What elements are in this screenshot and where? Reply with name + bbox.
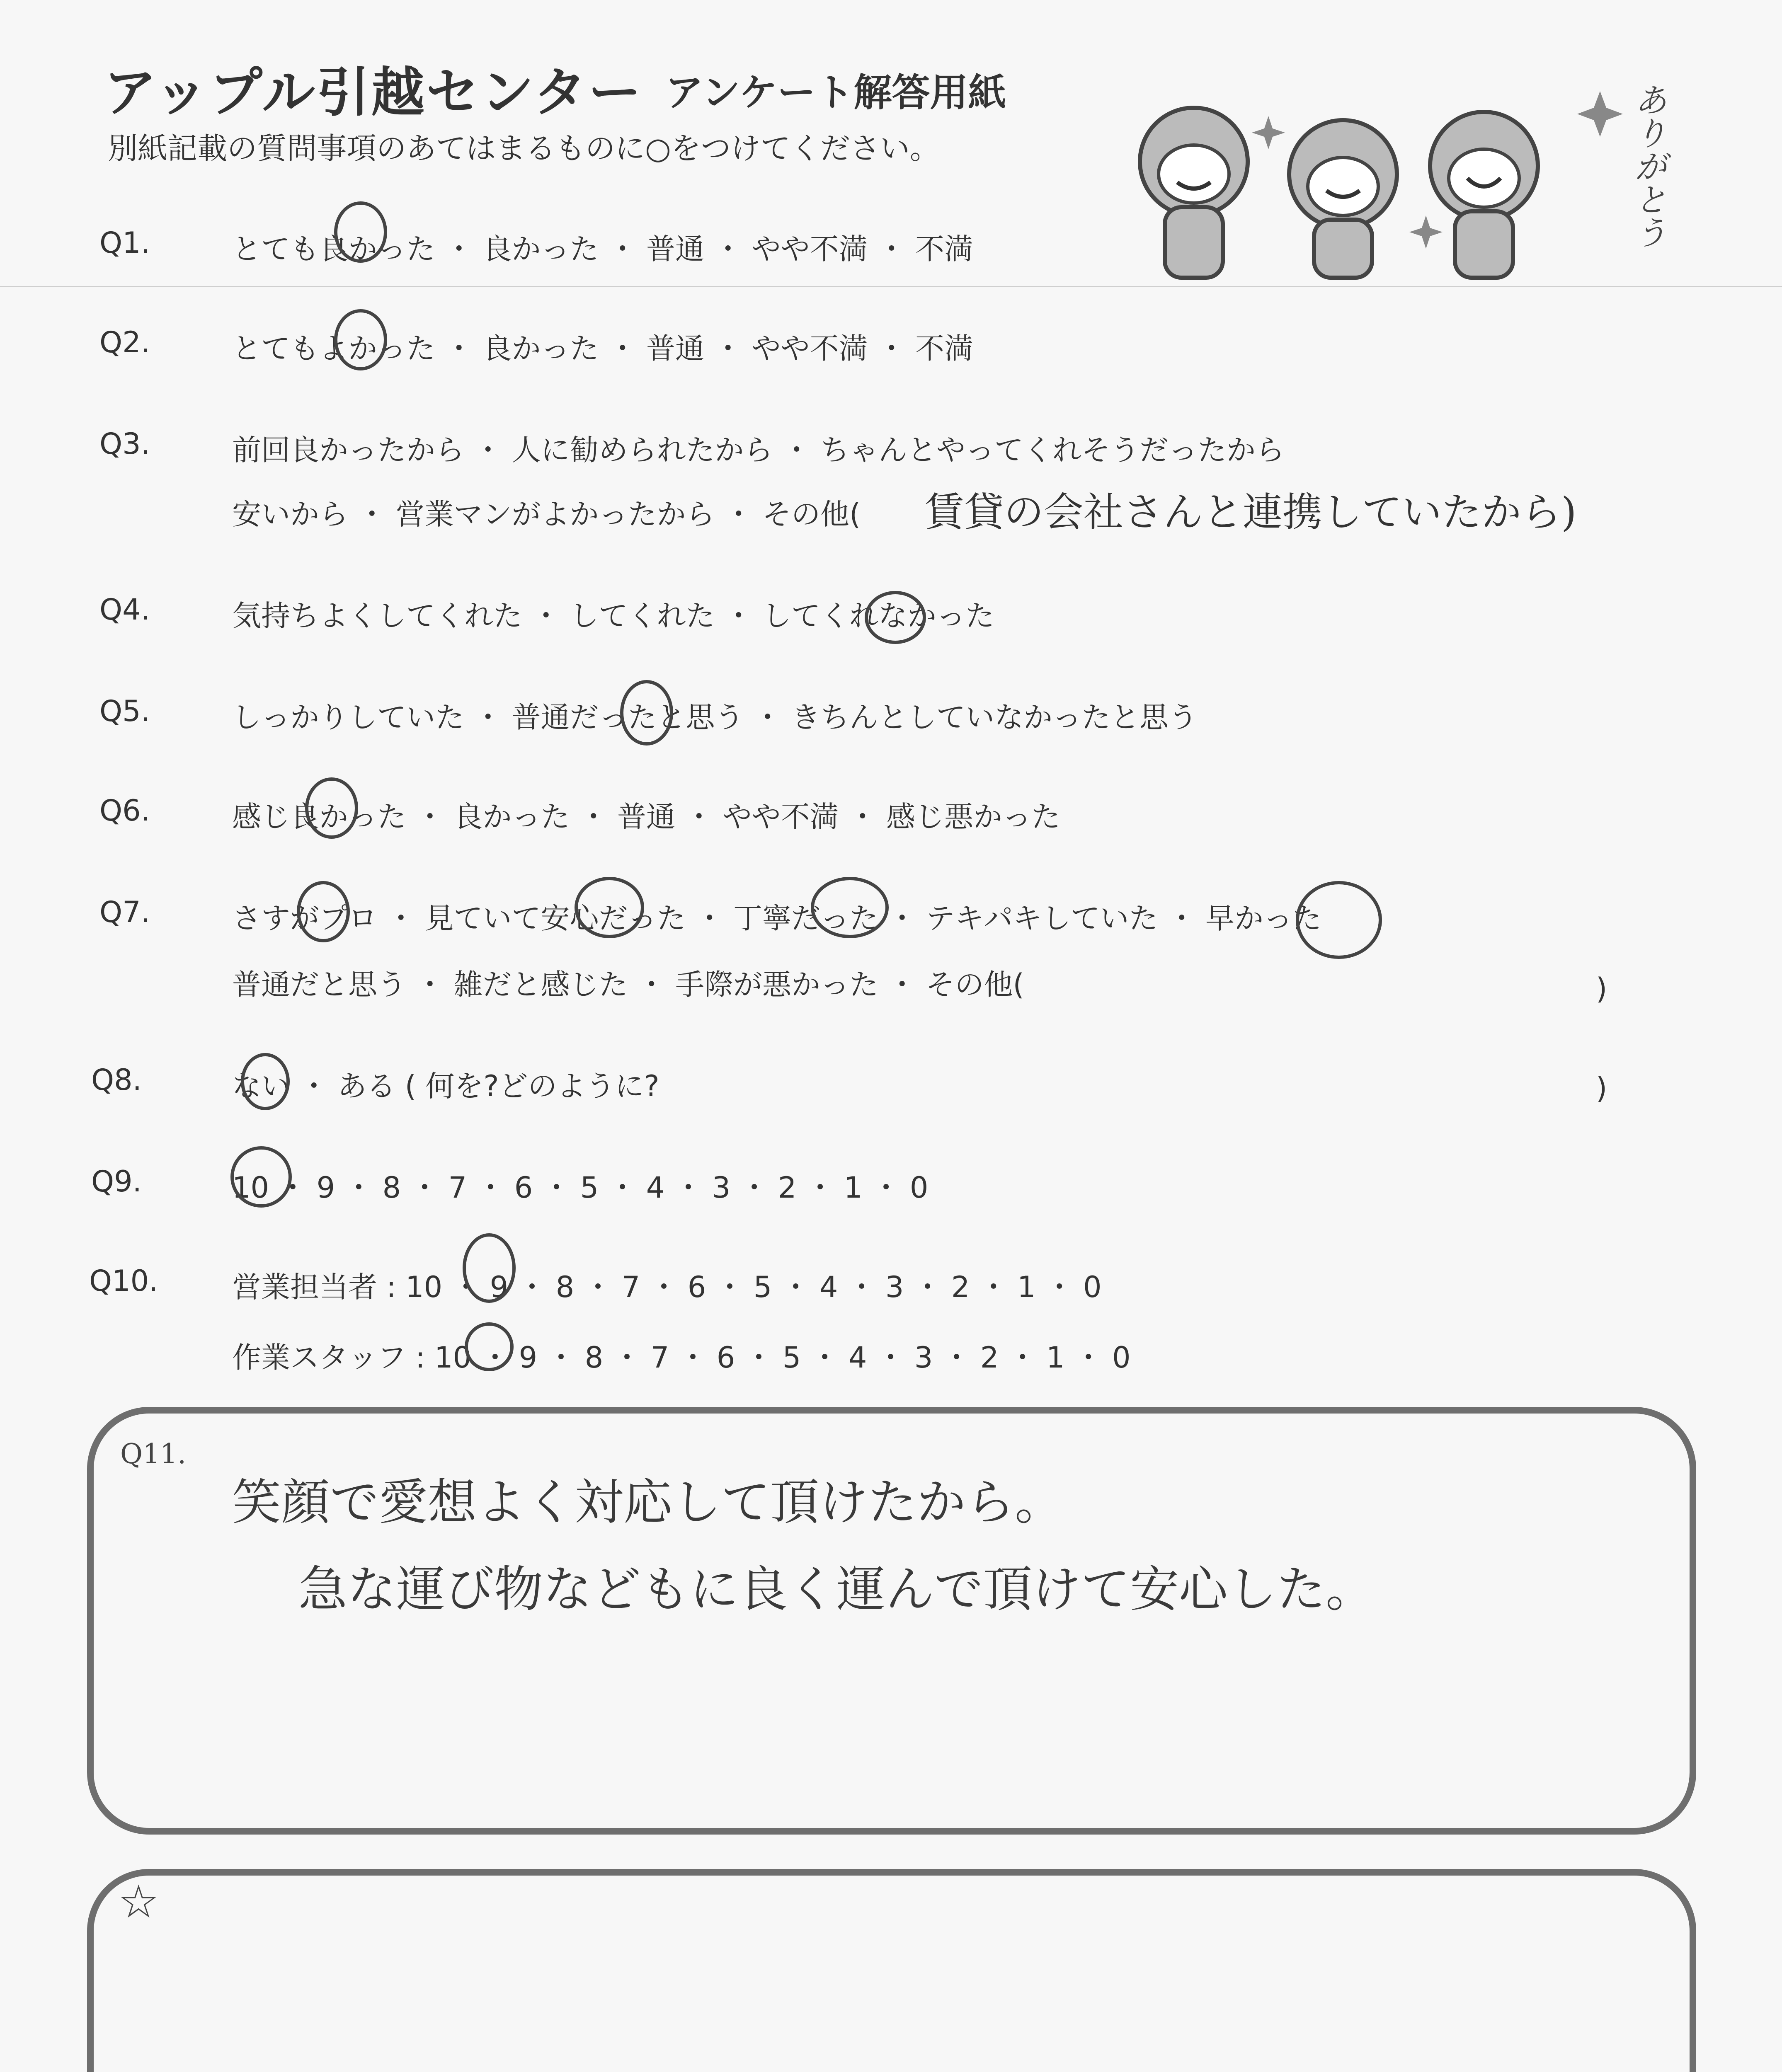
q6-options: 感じ良かった ・ 良かった ・ 普通 ・ やや不満 ・ 感じ悪かった bbox=[232, 800, 1061, 834]
q11-comment-line2: 急な運び物などもに良く運んで頂けて安心した。 bbox=[298, 1561, 1375, 1618]
q2-number: Q2. bbox=[99, 325, 150, 359]
form-title: アンケート解答用紙 bbox=[665, 70, 1006, 115]
q8-close-paren: ) bbox=[1596, 1071, 1607, 1105]
q8-options: ない ・ ある ( 何を?どのように? bbox=[232, 1069, 659, 1103]
q7-close-paren: ) bbox=[1596, 972, 1607, 1006]
q4-number: Q4. bbox=[99, 593, 150, 627]
company-title: アップル引越センター bbox=[104, 62, 643, 123]
q3-other-handwritten: 賃貸の会社さんと連携していたから) bbox=[924, 489, 1577, 535]
q10-staff-scale: 作業スタッフ : 10 ・ 9 ・ 8 ・ 7 ・ 6 ・ 5 ・ 4 ・ 3 ・ 2 ・ 1 ・ 0 bbox=[232, 1341, 1131, 1375]
q3-options-line2: 安いから ・ 営業マンがよかったから ・ その他( bbox=[232, 497, 861, 531]
mascot-caption: ありがとう bbox=[1629, 83, 1667, 249]
q9-number: Q9. bbox=[91, 1164, 142, 1198]
q11-comment-line1: 笑顔で愛想よく対応して頂けたから。 bbox=[232, 1474, 1064, 1531]
q1-options: とても良かった ・ 良かった ・ 普通 ・ やや不満 ・ 不満 bbox=[232, 232, 974, 266]
q2-options: とてもよかった ・ 良かった ・ 普通 ・ やや不満 ・ 不満 bbox=[232, 332, 974, 366]
q6-number: Q6. bbox=[99, 794, 150, 828]
star-comment-box bbox=[87, 1869, 1696, 2072]
q7-options-line2: 普通だと思う ・ 雑だと感じた ・ 手際が悪かった ・ その他( bbox=[232, 968, 1024, 1002]
q7-number: Q7. bbox=[99, 895, 150, 929]
q3-options-line1: 前回良かったから ・ 人に勧められたから ・ ちゃんとやってくれそうだったから bbox=[232, 433, 1285, 467]
q7-options-line1: さすがプロ ・ 見ていて安心だった ・ 丁寧だった ・ テキパキしていた ・ 早かった bbox=[232, 901, 1322, 935]
q8-number: Q8. bbox=[91, 1063, 142, 1097]
q9-scale: 10 ・ 9 ・ 8 ・ 7 ・ 6 ・ 5 ・ 4 ・ 3 ・ 2 ・ 1 ・ 0 bbox=[232, 1171, 929, 1205]
q5-number: Q5. bbox=[99, 694, 150, 728]
q10-sales-scale: 営業担当者 : 10 ・ 9 ・ 8 ・ 7 ・ 6 ・ 5 ・ 4 ・ 3 ・ 2 ・ 1 ・ 0 bbox=[232, 1270, 1102, 1304]
star-icon: ☆ bbox=[118, 1875, 159, 1928]
q4-options: 気持ちよくしてくれた ・ してくれた ・ してくれなかった bbox=[232, 599, 995, 633]
q1-number: Q1. bbox=[99, 226, 150, 260]
instructions: 別紙記載の質問事項のあてはまるものに○をつけてください。 bbox=[108, 131, 940, 166]
q10-number: Q10. bbox=[89, 1264, 158, 1298]
q5-options: しっかりしていた ・ 普通だったと思う ・ きちんとしていなかったと思う bbox=[232, 700, 1198, 734]
q3-number: Q3. bbox=[99, 427, 150, 461]
q11-label: Q11. bbox=[120, 1438, 187, 1470]
